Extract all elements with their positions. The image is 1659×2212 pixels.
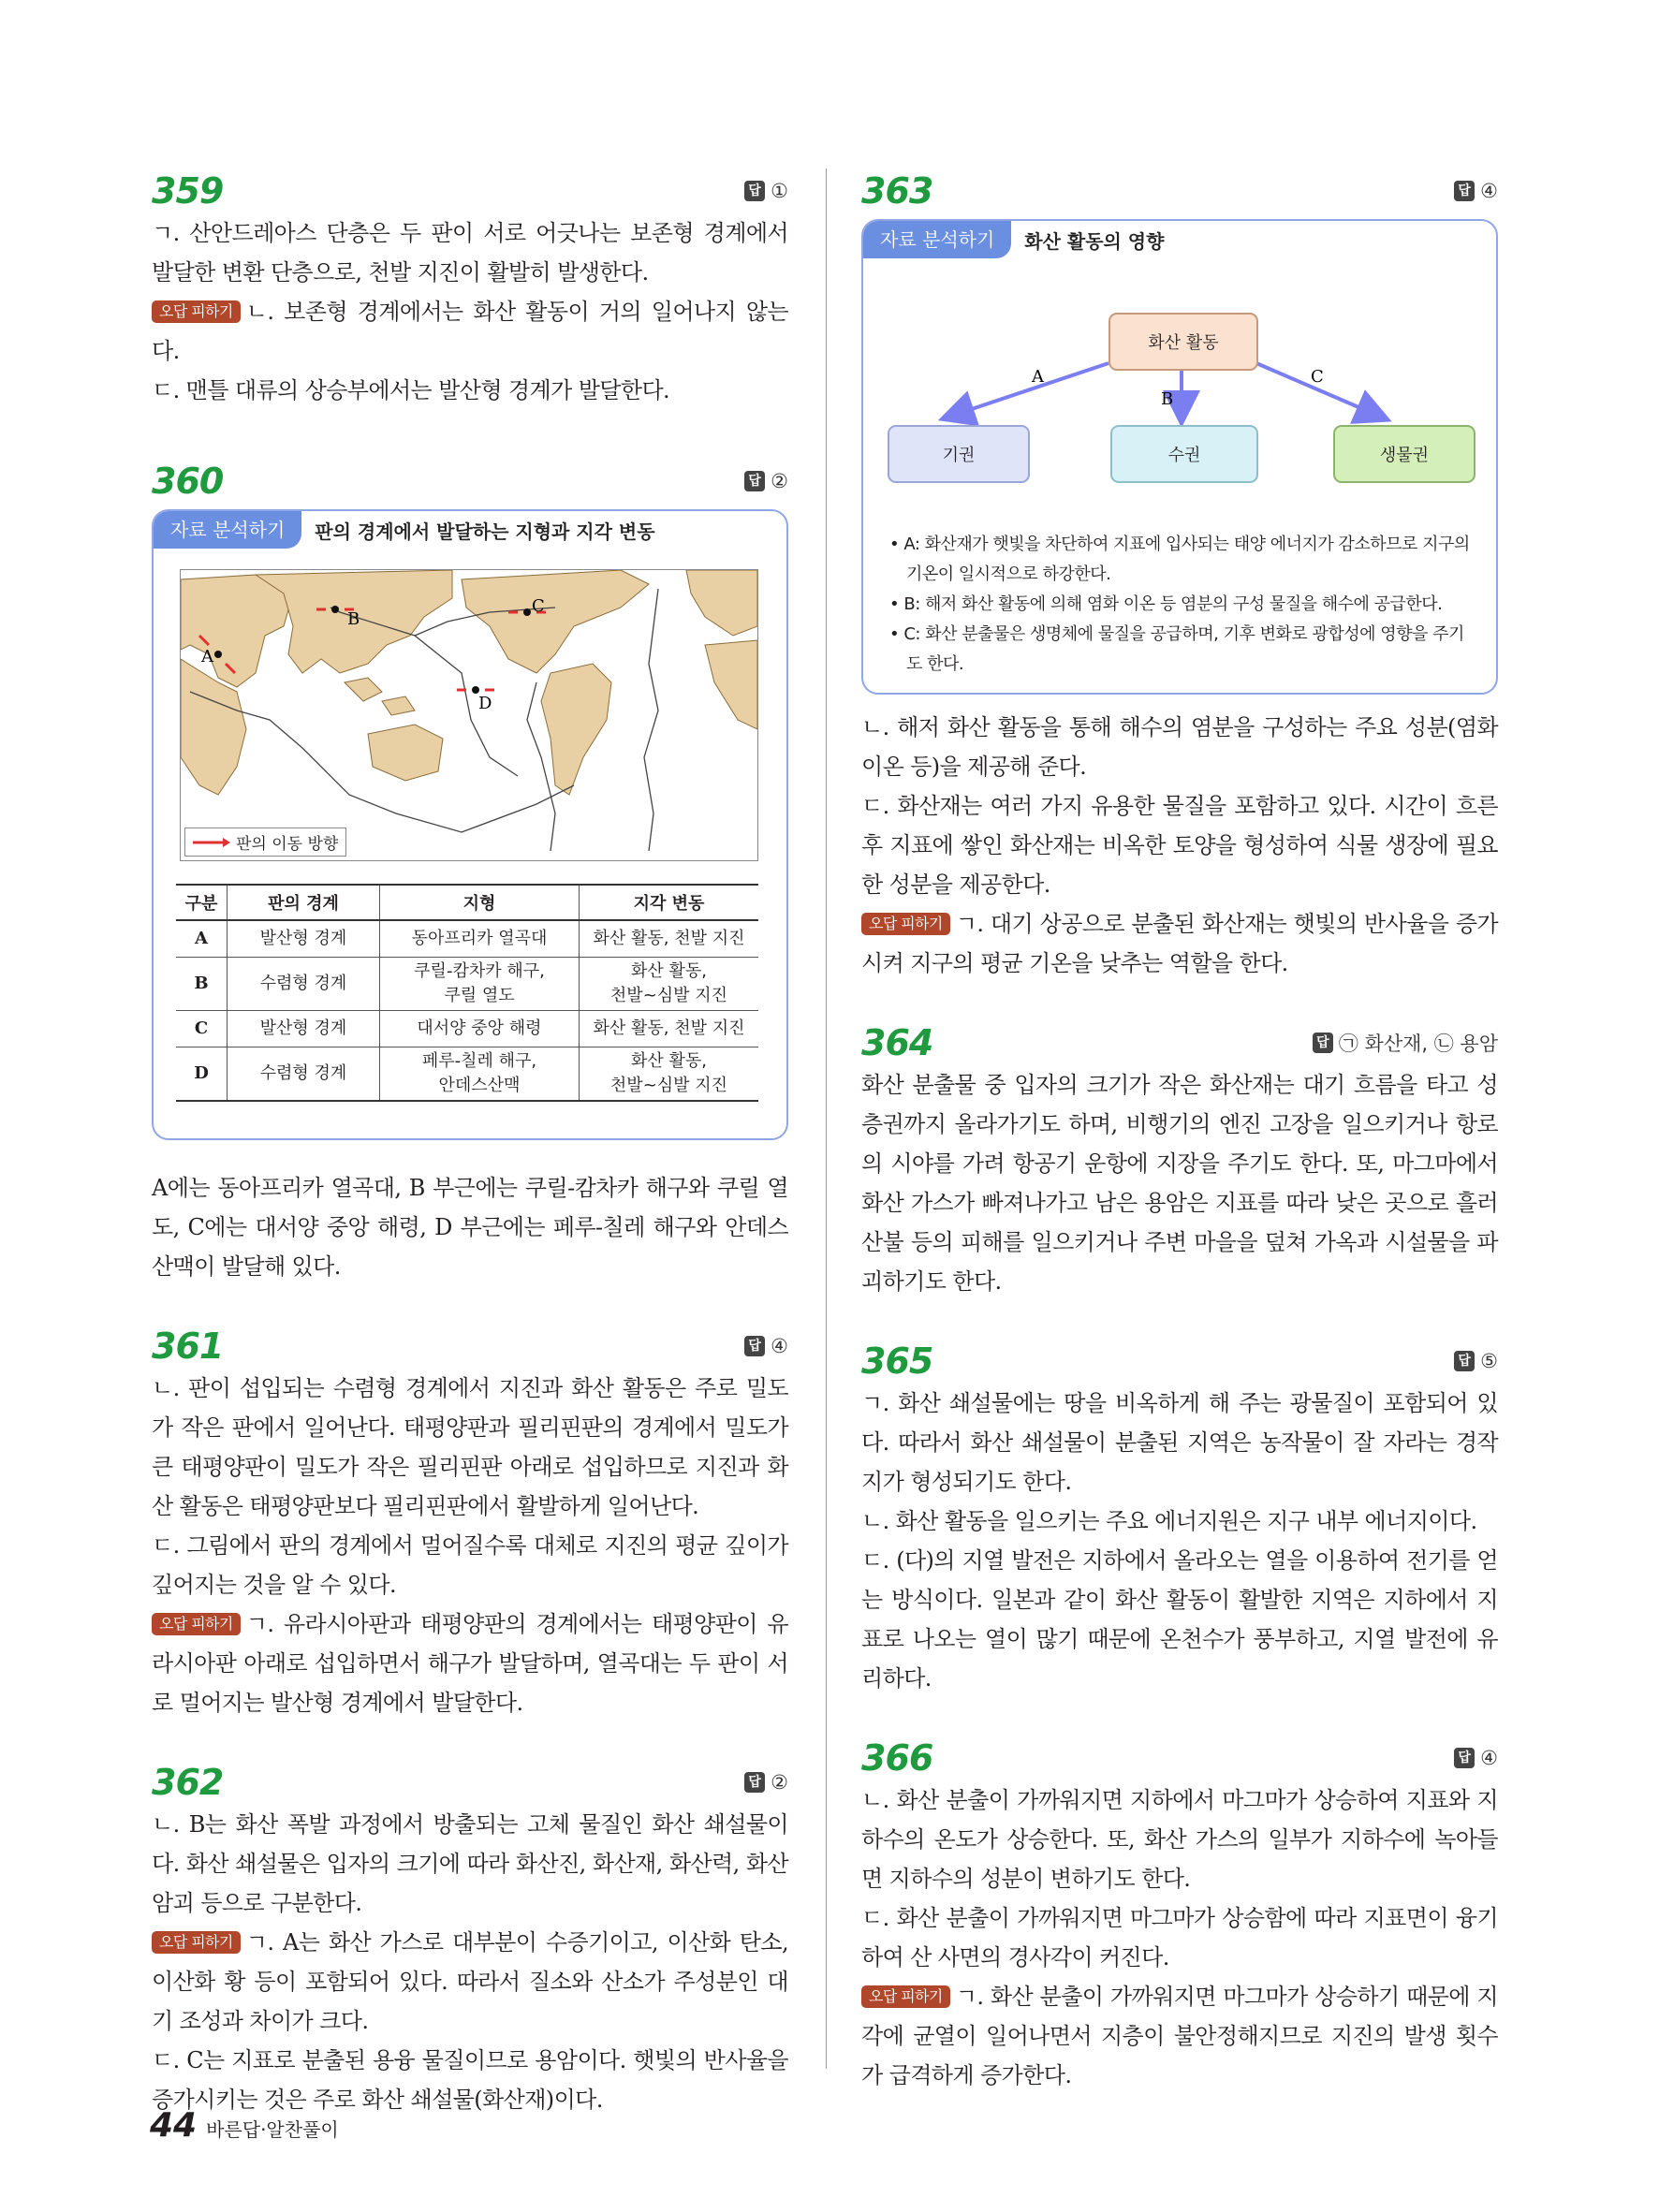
box-tag: 자료 분석하기 [154,511,301,549]
answer-icon: 답 [744,181,765,201]
answer-value: ① [771,180,788,202]
wrong-explanation-line: ㄷ. 맨틀 대류의 상승부에서는 발산형 경계가 발달한다. [152,377,670,403]
wrong-explanation-line: 오답 피하기 ㄱ. 대기 상공으로 분출된 화산재는 햇빛의 반사율을 증가시켜 지구의 평균 기온을 낮추는 역할을 한다. [861,911,1498,976]
question-361 [152,1324,788,1722]
answer-value: ④ [1480,180,1498,202]
answer [1454,1350,1498,1372]
note-a: • A: 화산재가 햇빛을 차단하여 지표에 입사되는 태양 에너지가 감소하므로 지구의 기온이 일시적으로 하강한다. [889,535,1470,584]
question-366 [861,1736,1498,2095]
wrong-explanation-line: 오답 피하기 ㄱ. A는 화산 가스로 대부분이 수증기이고, 이산화 탄소, 이산화 황 등이 포함되어 있다. 따라서 질소와 산소가 주성분인 대기 조성과 차이가 크다. [152,1929,788,2034]
red-arrow-icon [193,837,230,848]
map-legend [184,828,346,857]
question-number: 362 [152,1762,224,1803]
answer [744,1771,788,1794]
table-row: B 수렴형 경계 쿠릴-캄차카 해구, 쿠릴 열도 화산 활동, 천발~심발 지진 [176,958,758,1011]
question-362 [152,1760,788,2119]
column-divider [826,168,827,2069]
explanation-text: A에는 동아프리카 열곡대, B 부근에는 쿠릴-캄차카 해구와 쿠릴 열도, C에는 대서양 중앙 해령, D 부근에는 페루-칠레 해구와 안데스산맥이 발달해 있다. [152,1175,788,1280]
map-label-a: A [201,647,213,667]
answer-icon: 답 [1454,181,1475,201]
explanation-line: ㄴ. B는 화산 폭발 과정에서 방출되는 고체 물질인 화산 쇄설물이다. 화산 쇄설물은 입자의 크기에 따라 화산진, 화산재, 화산력, 화산암괴 등으로 구분한다. [152,1811,788,1916]
label-b: B [1161,389,1174,409]
arrow-a [952,363,1108,416]
node-biosphere: 생물권 [1333,425,1475,483]
diagram-arrows [863,258,1500,530]
question-number: 364 [861,1022,933,1063]
page-footer [150,2106,339,2145]
answer-icon: 답 [744,1336,765,1356]
box-tag: 자료 분석하기 [863,221,1011,258]
wrong-explanation-line: 오답 피하기 ㄱ. 유라시아판과 태평양판의 경계에서는 태평양판이 유라시아판 아래로 섭입하면서 해구가 발달하며, 열곡대는 두 판이 서로 멀어지는 발산형 경계에서 발달한다. [152,1611,788,1716]
volcanic-influence-diagram [863,258,1500,530]
question-360 [152,459,788,1286]
explanation-line: ㄷ. 그림에서 판의 경계에서 멀어질수록 대체로 지진의 평균 깊이가 깊어지는 것을 알 수 있다. [152,1532,788,1598]
table-header: 지각 변동 [580,885,759,920]
question-365 [861,1339,1498,1698]
note-c: • C: 화산 분출물은 생명체에 물질을 공급하며, 기후 변화로 광합성에 영향을 주기도 한다. [889,624,1464,674]
node-volcanic-activity: 화산 활동 [1108,313,1258,371]
question-359 [152,168,788,410]
diagram-notes [889,530,1496,693]
table-row: D 수렴형 경계 페루-칠레 해구, 안데스산맥 화산 활동, 천발~심발 지진 [176,1047,758,1102]
table-row: A 발산형 경계 동아프리카 열곡대 화산 활동, 천발 지진 [176,920,758,958]
map-label-b: B [347,609,360,629]
question-363 [861,168,1498,983]
box-title: 화산 활동의 영향 [1024,229,1165,253]
box-title: 판의 경계에서 발달하는 지형과 지각 변동 [315,520,655,543]
table-row: C 발산형 경계 대서양 중앙 해령 화산 활동, 천발 지진 [176,1011,758,1047]
data-analysis-box [861,219,1498,695]
answer-value: ② [771,470,788,492]
node-atmosphere: 기권 [888,425,1030,483]
data-analysis-box [152,509,788,1140]
plate-boundary-map [180,569,758,861]
answer-icon: 답 [1454,1748,1475,1768]
explanation-line: 화산 분출물 중 입자의 크기가 작은 화산재는 대기 흐름을 타고 성층권까지 올라가기도 하며, 비행기의 엔진 고장을 일으키거나 항로의 시야를 가려 항공기 운항에 지장을 주기도 한다. 또, 마그마에서 화산 가스가 빠져나가고 남은 용암은 지표를 따라 낮은 곳으로 흘러 산불 등의 피해를 일으키거나 주변 마을을 덮쳐 가옥과 시설물을 파괴하기도 한다. [861,1072,1498,1295]
explanation-line: ㄴ. 해저 화산 활동을 통해 해수의 염분을 구성하는 주요 성분(염화 이온 등)을 제공해 준다. [861,714,1498,780]
explanation-line: ㄷ. 화산 분출이 가까워지면 마그마가 상승함에 따라 지표면이 융기하여 산 사면의 경사각이 커진다. [861,1905,1498,1970]
explanation-line: ㄷ. (다)의 지열 발전은 지하에서 올라오는 열을 이용하여 전기를 얻는 방식이다. 일본과 같이 화산 활동이 활발한 지역은 지하에서 지표로 나오는 열이 많기 때문에 온천수가 풍부하고, 지열 발전에 유리하다. [861,1547,1498,1692]
wrong-tag: 오답 피하기 [861,913,950,935]
wrong-tag: 오답 피하기 [152,1613,241,1635]
map-label-d: D [478,694,492,713]
answer-icon: 답 [1454,1351,1475,1371]
world-map-svg [181,570,757,860]
table-header: 구분 [176,885,228,920]
question-364 [861,1020,1498,1301]
question-number: 363 [861,170,933,212]
answer [1454,1747,1498,1769]
answer-value: ④ [1480,1747,1498,1769]
explanation-line: ㄱ. 산안드레아스 단층은 두 판이 서로 어긋나는 보존형 경계에서 발달한 변환 단층으로, 천발 지진이 활발히 발생한다. [152,220,788,286]
label-a: A [1032,367,1044,387]
wrong-tag: 오답 피하기 [152,300,241,323]
wrong-tag: 오답 피하기 [861,1985,950,2008]
wrong-explanation-line: ㄷ. C는 지표로 분출된 용융 물질이므로 용암이다. 햇빛의 반사율을 증가시키는 것은 주로 화산 쇄설물(화산재)이다. [152,2047,788,2113]
explanation-line: ㄱ. 화산 쇄설물에는 땅을 비옥하게 해 주는 광물질이 포함되어 있다. 따라서 화산 쇄설물이 분출된 지역은 농작물이 잘 자라는 경작지가 형성되기도 한다. [861,1390,1498,1495]
answer [744,180,788,202]
explanation-line: ㄷ. 화산재는 여러 가지 유용한 물질을 포함하고 있다. 시간이 흐른 후 지표에 쌓인 화산재는 비옥한 토양을 형성하여 식물 생장에 필요한 성분을 제공한다. [861,793,1498,898]
answer [744,470,788,492]
note-b: • B: 해저 화산 활동에 의해 염화 이온 등 염분의 구성 물질을 해수에 공급한다. [889,594,1443,614]
explanation-line: ㄴ. 화산 활동을 일으키는 주요 에너지원은 지구 내부 에너지이다. [861,1508,1477,1534]
answer-icon: 답 [744,471,765,491]
answer-value: ㉠ 화산재, ㉡ 용암 [1338,1033,1498,1055]
plate-boundary-table [176,884,758,1102]
explanation-line: ㄴ. 화산 분출이 가까워지면 지하에서 마그마가 상승하여 지표와 지하수의 온도가 상승한다. 또, 화산 가스의 일부가 지하수에 녹아들면 지하수의 성분이 변하기도 한다. [861,1787,1498,1892]
answer-value: ④ [771,1335,788,1357]
question-number: 366 [861,1737,933,1779]
label-c: C [1311,367,1324,387]
answer-icon: 답 [744,1772,765,1793]
wrong-explanation-line: 오답 피하기 ㄱ. 화산 분출이 가까워지면 마그마가 상승하기 때문에 지각에 균열이 일어나면서 지층이 불안정해지므로 지진의 발생 횟수가 급격하게 증가한다. [861,1984,1498,2088]
footer-title: 바른답·알찬풀이 [206,2118,339,2141]
question-number: 359 [152,170,224,212]
question-number: 365 [861,1340,933,1382]
right-column [861,168,1498,2095]
answer [1454,180,1498,202]
map-label-c: C [532,596,545,616]
page-number: 44 [150,2106,198,2145]
map-legend-label: 판의 이동 방향 [236,835,339,854]
wrong-explanation-line: 오답 피하기 ㄴ. 보존형 경계에서는 화산 활동이 거의 일어나지 않는다. [152,299,788,364]
wrong-tag: 오답 피하기 [152,1931,241,1954]
answer [1313,1029,1498,1057]
answer-icon: 답 [1313,1033,1333,1053]
question-number: 361 [152,1326,224,1367]
answer [744,1335,788,1357]
question-number: 360 [152,461,224,502]
answer-value: ⑤ [1480,1350,1498,1372]
answer-value: ② [771,1771,788,1794]
table-header: 지형 [380,885,580,920]
node-hydrosphere: 수권 [1110,425,1258,483]
explanation-line: ㄴ. 판이 섭입되는 수렴형 경계에서 지진과 화산 활동은 주로 밀도가 작은 판에서 일어난다. 태평양판과 필리핀판의 경계에서 밀도가 큰 태평양판이 밀도가 작은 필리핀판 아래로 섭입하므로 지진과 화산 활동은 태평양판보다 필리핀판에서 활발하게 일어난다. [152,1375,788,1519]
left-column [152,168,788,2119]
table-header: 판의 경계 [228,885,380,920]
